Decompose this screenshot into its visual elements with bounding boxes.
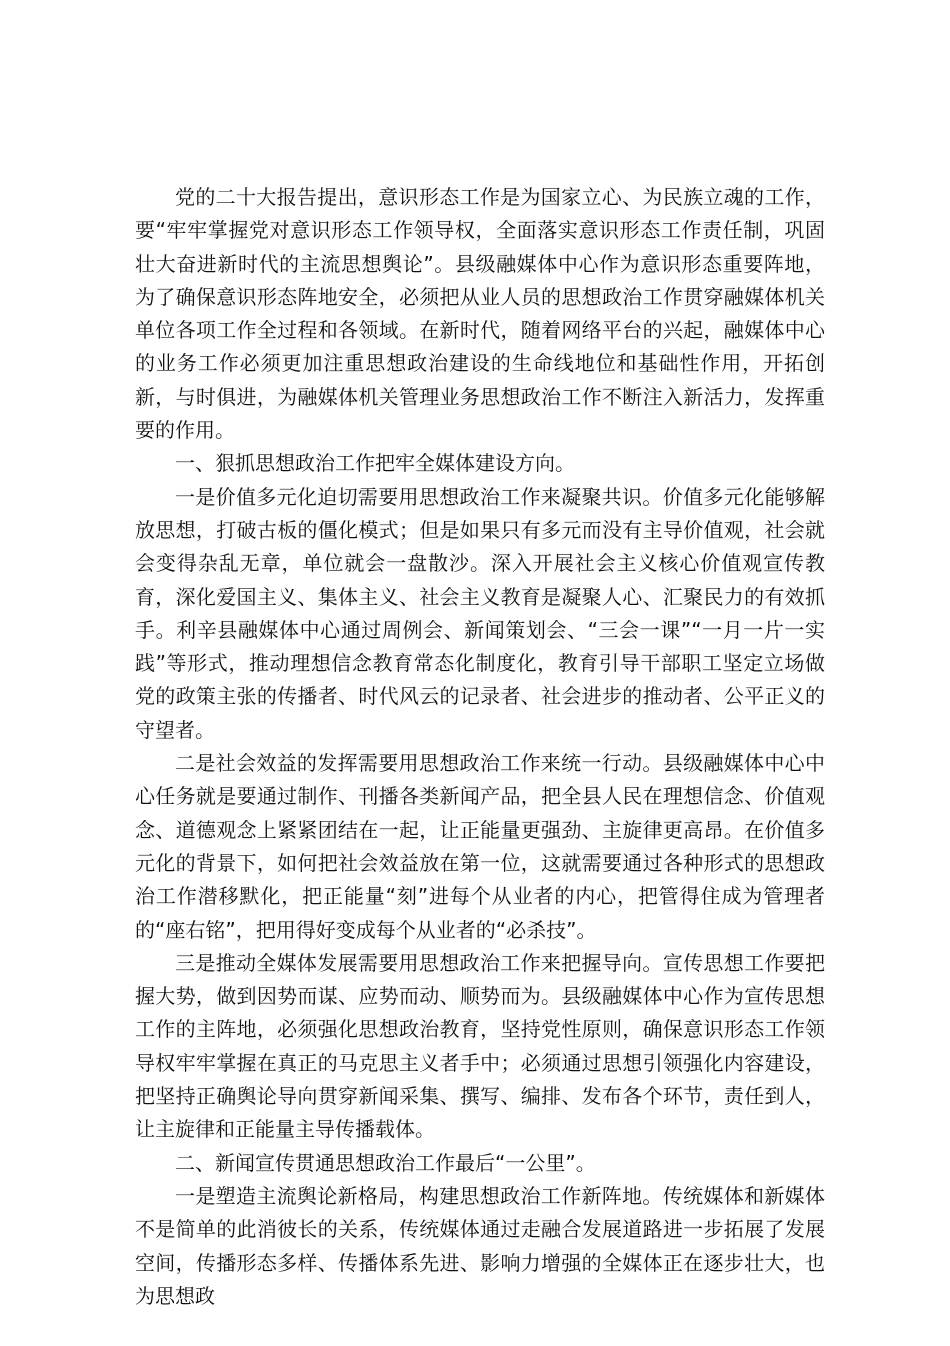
paragraph-mainstream-opinion: 一是塑造主流舆论新格局，构建思想政治工作新阵地。传统媒体和新媒体不是简单的此消彼长的关系，传统媒体通过走融合发展道路进一步拓展了发展空间，传播形态多样、传播体系先进、影响力增强的全媒体正在逐步壮大，也为思想政 [135,1183,825,1308]
intro-paragraph: 党的二十大报告提出，意识形态工作是为国家立心、为民族立魂的工作，要“牢牢掌握党对意识形态工作领导权，全面落实意识形态工作责任制，巩固壮大奋进新时代的主流思想舆论”。县级融媒体中心作为意识形态重要阵地，为了确保意识形态阵地安全，必须把从业人员的思想政治工作贯穿融媒体机关单位各项工作全过程和各领域。在新时代，随着网络平台的兴起，融媒体中心的业务工作必须更加注重思想政治建设的生命线地位和基础性作用，开拓创新，与时俱进，为融媒体机关管理业务思想政治工作不断注入新活力，发挥重要的作用。 [135,185,825,443]
paragraph-social-benefit: 二是社会效益的发挥需要用思想政治工作来统一行动。县级融媒体中心中心任务就是要通过制作、刊播各类新闻产品，把全县人民在理想信念、价值观念、道德观念上紧紧团结在一起，让正能量更强劲、主旋律更高昂。在价值多元化的背景下，如何把社会效益放在第一位，这就需要通过各种形式的思想政治工作潜移默化，把正能量“刻”进每个从业者的内心，把管得住成为管理者的“座右铭”，把用得好变成每个从业者的“必杀技”。 [135,751,825,942]
document-body [135,181,825,1313]
paragraph-media-guidance: 三是推动全媒体发展需要用思想政治工作来把握导向。宣传思想工作要把握大势，做到因势而谋、应势而动、顺势而为。县级融媒体中心作为宣传思想工作的主阵地，必须强化思想政治教育，坚持党性原则，确保意识形态工作领导权牢牢掌握在真正的马克思主义者手中；必须通过思想引领强化内容建设，把坚持正确舆论导向贯穿新闻采集、撰写、编排、发布各个环节，责任到人，让主旋律和正能量主导传播载体。 [135,950,825,1142]
section-heading-1: 一、狠抓思想政治工作把牢全媒体建设方向。 [175,451,575,476]
section-heading-2: 二、新闻宣传贯通思想政治工作最后“一公里”。 [175,1150,596,1175]
paragraph-values-consensus: 一是价值多元化迫切需要用思想政治工作来凝聚共识。价值多元化能够解放思想，打破古板的僵化模式；但是如果只有多元而没有主导价值观，社会就会变得杂乱无章，单位就会一盘散沙。深入开展社会主义核心价值观宣传教育，深化爱国主义、集体主义、社会主义教育是凝聚人心、汇聚民力的有效抓手。利辛县融媒体中心通过周例会、新闻策划会、“三会一课”“一月一片一实践”等形式，推动理想信念教育常态化制度化，教育引导干部职工坚定立场做党的政策主张的传播者、时代风云的记录者、社会进步的推动者、公平正义的守望者。 [135,484,825,742]
